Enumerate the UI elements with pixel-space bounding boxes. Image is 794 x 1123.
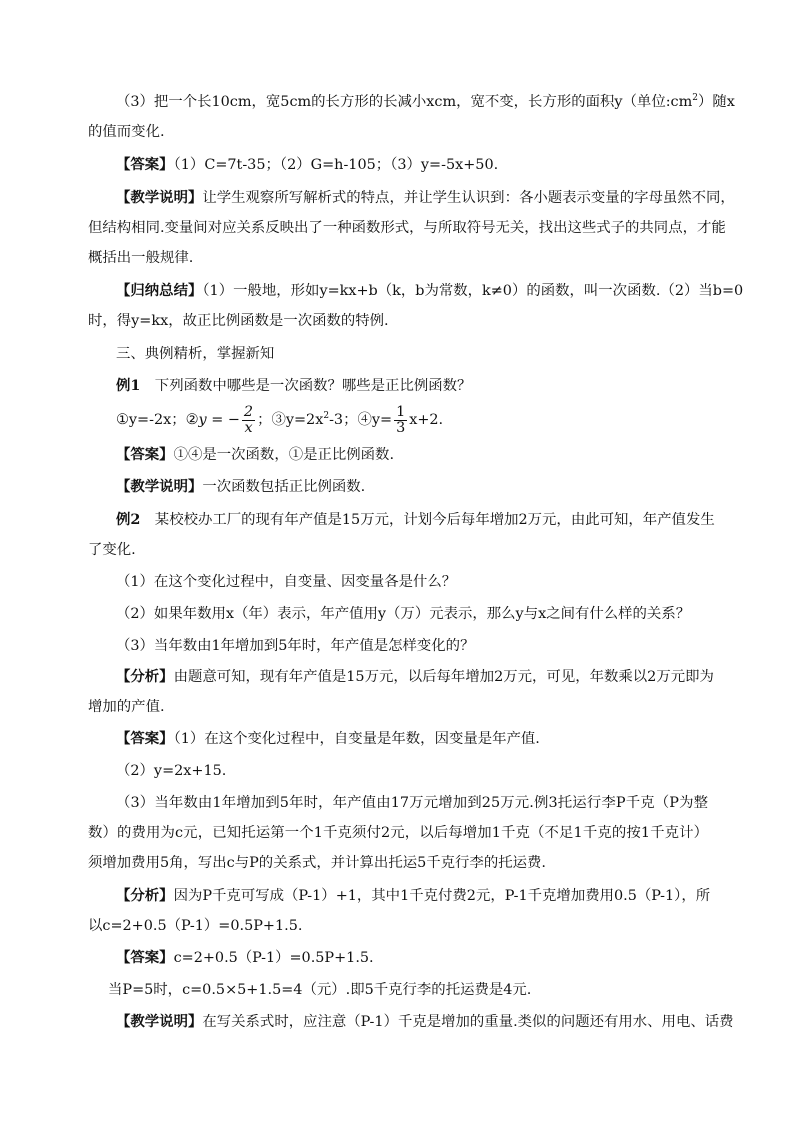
answer-line <box>116 155 708 175</box>
text-line <box>88 540 708 560</box>
text-line <box>116 604 708 624</box>
text-line <box>88 697 708 717</box>
example-tag: 例2 <box>116 511 141 528</box>
fraction-numerator: 1 <box>396 403 406 420</box>
line-text: （1）在这个变化过程中，自变量、因变量各是什么？ <box>116 574 457 590</box>
line-text: 因为P千克可写成（P-1）+1，其中1千克付费2元，P-1千克增加费用0.5（P-1），所 <box>173 888 711 904</box>
formula-line <box>116 402 708 438</box>
teaching-note-line <box>116 188 735 208</box>
line-text: 时，得y=kx，故正比例函数是一次函数的特例. <box>88 313 389 329</box>
line-text: 让学生观察所写解析式的特点，并让学生认识到：各小题表示变量的字母虽然不同， <box>202 190 735 206</box>
formula-text: -3；④y= <box>329 412 393 428</box>
line-text: （1）C=7t-35；（2）G=h-105；（3）y=-5x+50. <box>173 157 499 173</box>
line-text: 但结构相同.变量间对应关系反映出了一种函数形式，与所取符号无关，找出这些式子的共同点，才能 <box>88 220 726 236</box>
line-text: 某校校办工厂的现有年产值是15万元，计划今后每年增加2万元，由此可知，年产值发生 <box>140 512 715 528</box>
line-text: 概括出一般规律. <box>88 250 194 266</box>
line-text: 在写关系式时，应注意（P-1）千克是增加的重量.类似的问题还有用水、用电、话费 <box>202 1014 734 1030</box>
text-line <box>88 853 708 873</box>
formula-text: x+2. <box>409 412 444 428</box>
text-line <box>116 572 708 592</box>
text-line <box>88 248 708 268</box>
line-text: （3）当年数由1年增加到5年时，年产值由17万元增加到25万元.例3托运行李P千克（P为整 <box>116 795 708 811</box>
line-text: ）随x <box>698 94 735 110</box>
line-text: 以c=2+0.5（P-1）=0.5P+1.5. <box>88 918 303 934</box>
analysis-line <box>116 667 714 687</box>
fraction <box>242 405 255 436</box>
text-line <box>88 916 708 936</box>
line-text: 增加的产值. <box>88 699 165 715</box>
text-line <box>88 823 708 843</box>
superscript: 2 <box>692 93 698 103</box>
example-line <box>116 510 715 530</box>
answer-tag: 【答案】 <box>116 156 174 173</box>
line-text: 须增加费用5角，写出c与P的关系式，并计算出托运5千克行李的托运费. <box>88 855 546 871</box>
summary-line <box>116 281 744 301</box>
line-text: 了变化. <box>88 542 136 558</box>
fraction-denominator: 3 <box>396 419 406 436</box>
example-line <box>116 376 708 396</box>
text-line <box>88 122 708 142</box>
answer-line <box>116 445 708 465</box>
answer-tag: 【答案】 <box>116 949 174 966</box>
answer-line <box>116 948 708 968</box>
text-line <box>108 980 728 1000</box>
section-heading <box>116 344 708 364</box>
text-line <box>88 218 726 238</box>
teaching-note-tag: 【教学说明】 <box>116 1013 203 1030</box>
line-text: （1）一般地，形如y=kx+b（k，b为常数，k≠0）的函数，叫一次函数.（2）当b=0 <box>202 283 744 299</box>
formula-text: ①y=-2x；② <box>116 412 199 428</box>
line-text: （3）把一个长10cm，宽5cm的长方形的长减小xcm，宽不变，长方形的面积y（单位:cm <box>116 94 693 110</box>
fraction <box>394 405 407 436</box>
teaching-note-tag: 【教学说明】 <box>116 189 203 206</box>
text-line <box>116 793 708 813</box>
line-text: ①④是一次函数，①是正比例函数. <box>173 447 395 463</box>
line-text: 由题意可知，现有年产值是15万元，以后每年增加2万元，可见，年数乘以2万元即为 <box>173 669 714 685</box>
analysis-tag: 【分析】 <box>116 668 174 685</box>
text-line <box>116 636 708 656</box>
line-text: （1）在这个变化过程中，自变量是年数，因变量是年产值. <box>173 731 540 747</box>
analysis-tag: 【分析】 <box>116 887 174 904</box>
formula-text: = − <box>206 412 240 428</box>
line-text: 的值而变化. <box>88 124 165 140</box>
text-line <box>116 92 735 112</box>
example-tag: 例1 <box>116 377 141 394</box>
formula-var: y <box>198 412 207 428</box>
answer-tag: 【答案】 <box>116 730 174 747</box>
line-text: 下列函数中哪些是一次函数？哪些是正比例函数？ <box>140 378 472 394</box>
teaching-note-line <box>116 477 708 497</box>
heading-text: 三、典例精析，掌握新知 <box>116 346 275 362</box>
line-text: （2）y=2x+15. <box>116 763 227 779</box>
fraction-numerator: 2 <box>243 403 254 420</box>
line-text: 数）的费用为c元，已知托运第一个1千克须付2元，以后每增加1千克（不足1千克的按1千克计） <box>88 825 708 841</box>
line-text: （2）如果年数用x（年）表示，年产值用y（万）元表示，那么y与x之间有什么样的关系？ <box>116 606 691 622</box>
fraction-denominator: x <box>244 419 253 436</box>
line-text: c=2+0.5（P-1）=0.5P+1.5. <box>173 950 374 966</box>
line-text: （3）当年数由1年增加到5年时，年产值是怎样变化的？ <box>116 638 475 654</box>
text-line <box>116 761 708 781</box>
superscript: 2 <box>323 411 330 421</box>
answer-line <box>116 729 708 749</box>
text-line <box>88 311 708 331</box>
formula-text: ；③y=2x <box>257 412 324 428</box>
answer-tag: 【答案】 <box>116 446 174 463</box>
summary-tag: 【归纳总结】 <box>116 282 203 299</box>
line-text: 当P=5时，c=0.5×5+1.5=4（元）.即5千克行李的托运费是4元. <box>108 982 532 998</box>
teaching-note-tag: 【教学说明】 <box>116 478 203 495</box>
line-text: 一次函数包括正比例函数. <box>202 479 366 495</box>
teaching-note-line <box>116 1012 734 1032</box>
analysis-line <box>116 886 711 906</box>
